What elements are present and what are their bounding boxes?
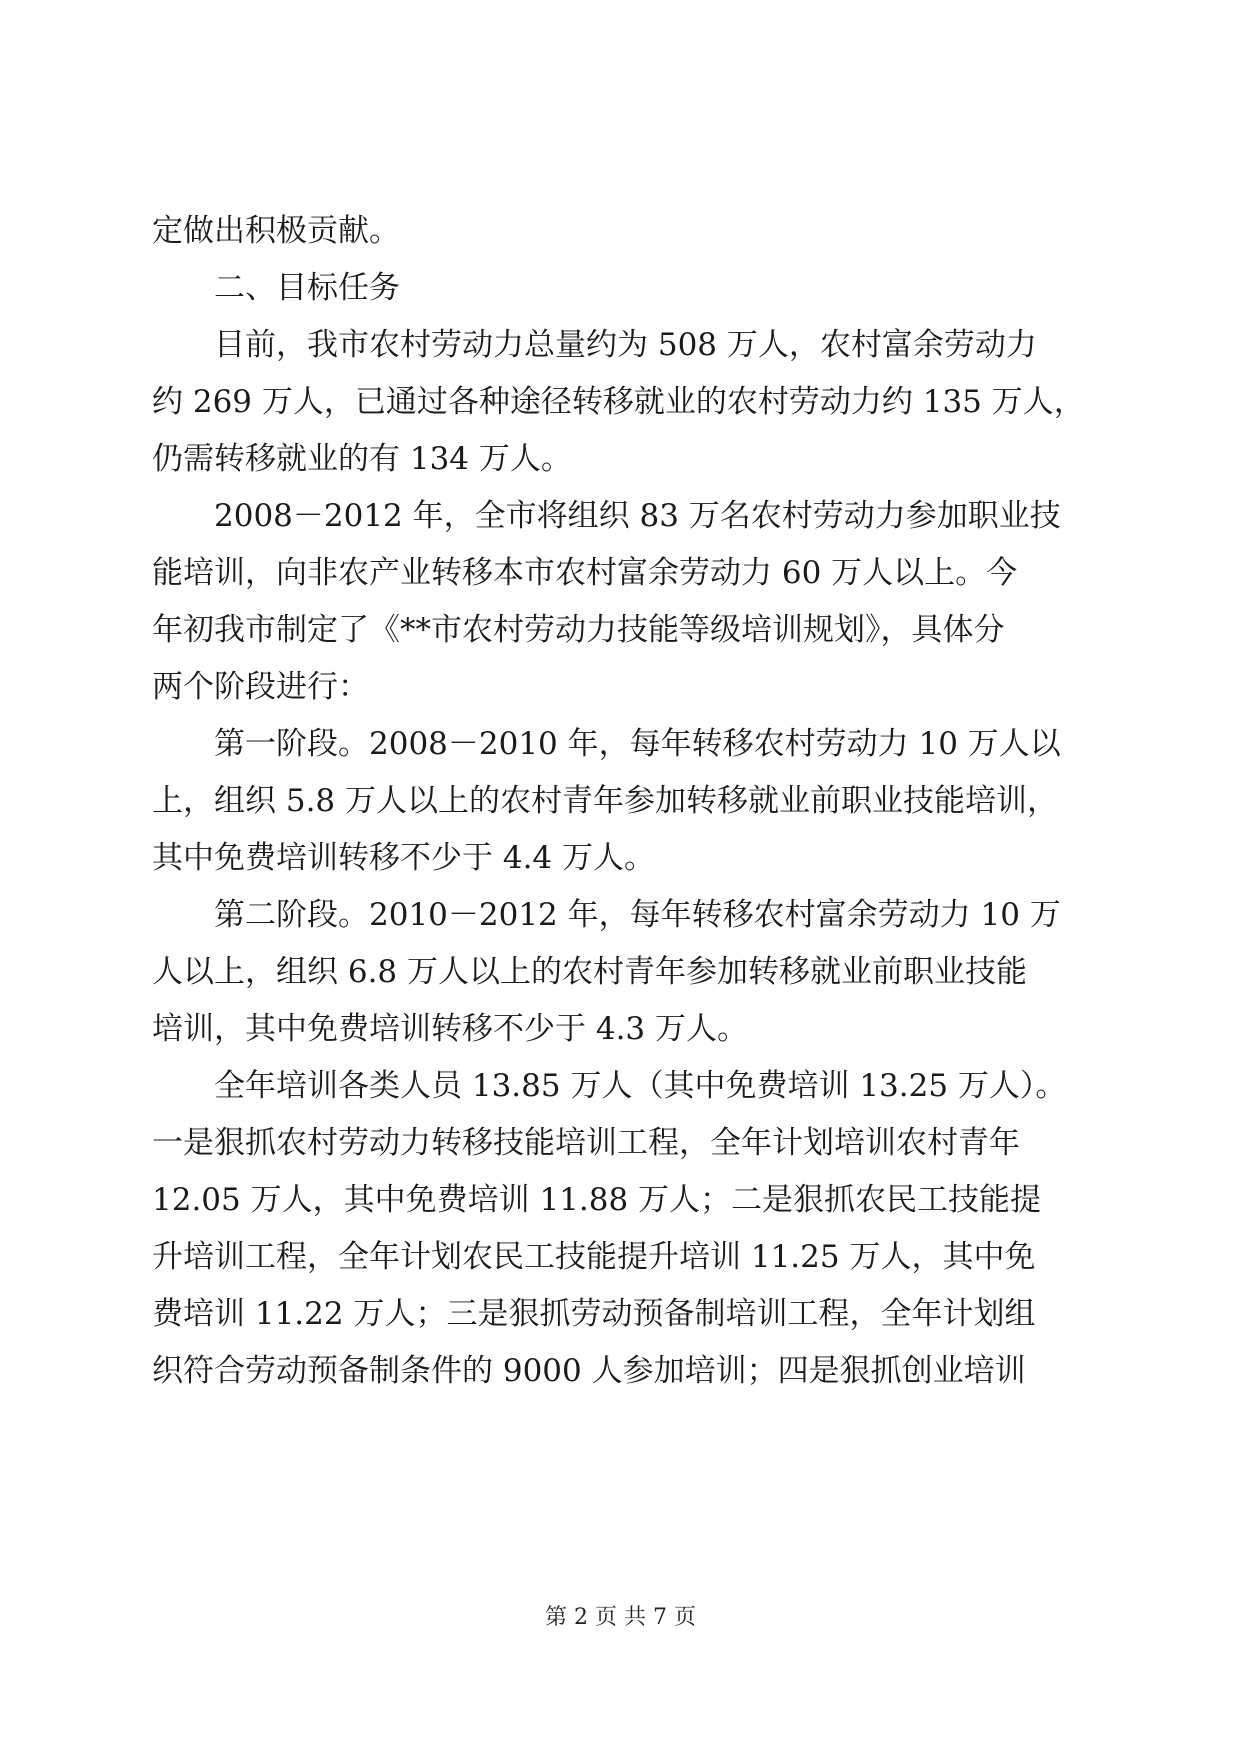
text-line: 培训，其中免费培训转移不少于 4.3 万人。 bbox=[152, 1011, 749, 1047]
text-line: 织符合劳动预备制条件的 9000 人参加培训；四是狠抓创业培训 bbox=[152, 1353, 1026, 1389]
text-line: 2008－2012 年，全市将组织 83 万名农村劳动力参加职业技 bbox=[152, 498, 1061, 534]
text-line: 一是狠抓农村劳动力转移技能培训工程，全年计划培训农村青年 bbox=[152, 1125, 1020, 1161]
text-line: 年初我市制定了《**市农村劳动力技能等级培训规划》，具体分 bbox=[152, 612, 1005, 648]
text-line: 目前，我市农村劳动力总量约为 508 万人，农村富余劳动力 bbox=[152, 327, 1037, 363]
text-line: 定做出积极贡献。 bbox=[152, 213, 400, 249]
text-line: 12.05 万人，其中免费培训 11.88 万人；二是狠抓农民工技能提 bbox=[152, 1182, 1042, 1218]
text-line: 人以上，组织 6.8 万人以上的农村青年参加转移就业前职业技能 bbox=[152, 954, 1028, 990]
text-line: 其中免费培训转移不少于 4.4 万人。 bbox=[152, 840, 656, 876]
text-line: 全年培训各类人员 13.85 万人（其中免费培训 13.25 万人）。 bbox=[152, 1068, 1067, 1104]
text-line: 约 269 万人，已通过各种途径转移就业的农村劳动力约 135 万人， bbox=[152, 384, 1085, 420]
text-line: 费培训 11.22 万人；三是狠抓劳动预备制培训工程，全年计划组 bbox=[152, 1296, 1036, 1332]
text-line: 上，组织 5.8 万人以上的农村青年参加转移就业前职业技能培训， bbox=[152, 783, 1059, 819]
page-number-footer: 第 2 页 共 7 页 bbox=[545, 1605, 696, 1630]
text-line: 能培训，向非农产业转移本市农村富余劳动力 60 万人以上。今 bbox=[152, 555, 1018, 591]
text-line: 第一阶段。2008－2010 年，每年转移农村劳动力 10 万人以 bbox=[152, 726, 1061, 762]
section-heading: 二、目标任务 bbox=[152, 270, 400, 306]
text-line: 两个阶段进行： bbox=[152, 669, 369, 705]
text-line: 第二阶段。2010－2012 年，每年转移农村富余劳动力 10 万 bbox=[152, 897, 1061, 933]
text-line: 仍需转移就业的有 134 万人。 bbox=[152, 441, 572, 477]
text-line: 升培训工程，全年计划农民工技能提升培训 11.25 万人，其中免 bbox=[152, 1239, 1036, 1275]
